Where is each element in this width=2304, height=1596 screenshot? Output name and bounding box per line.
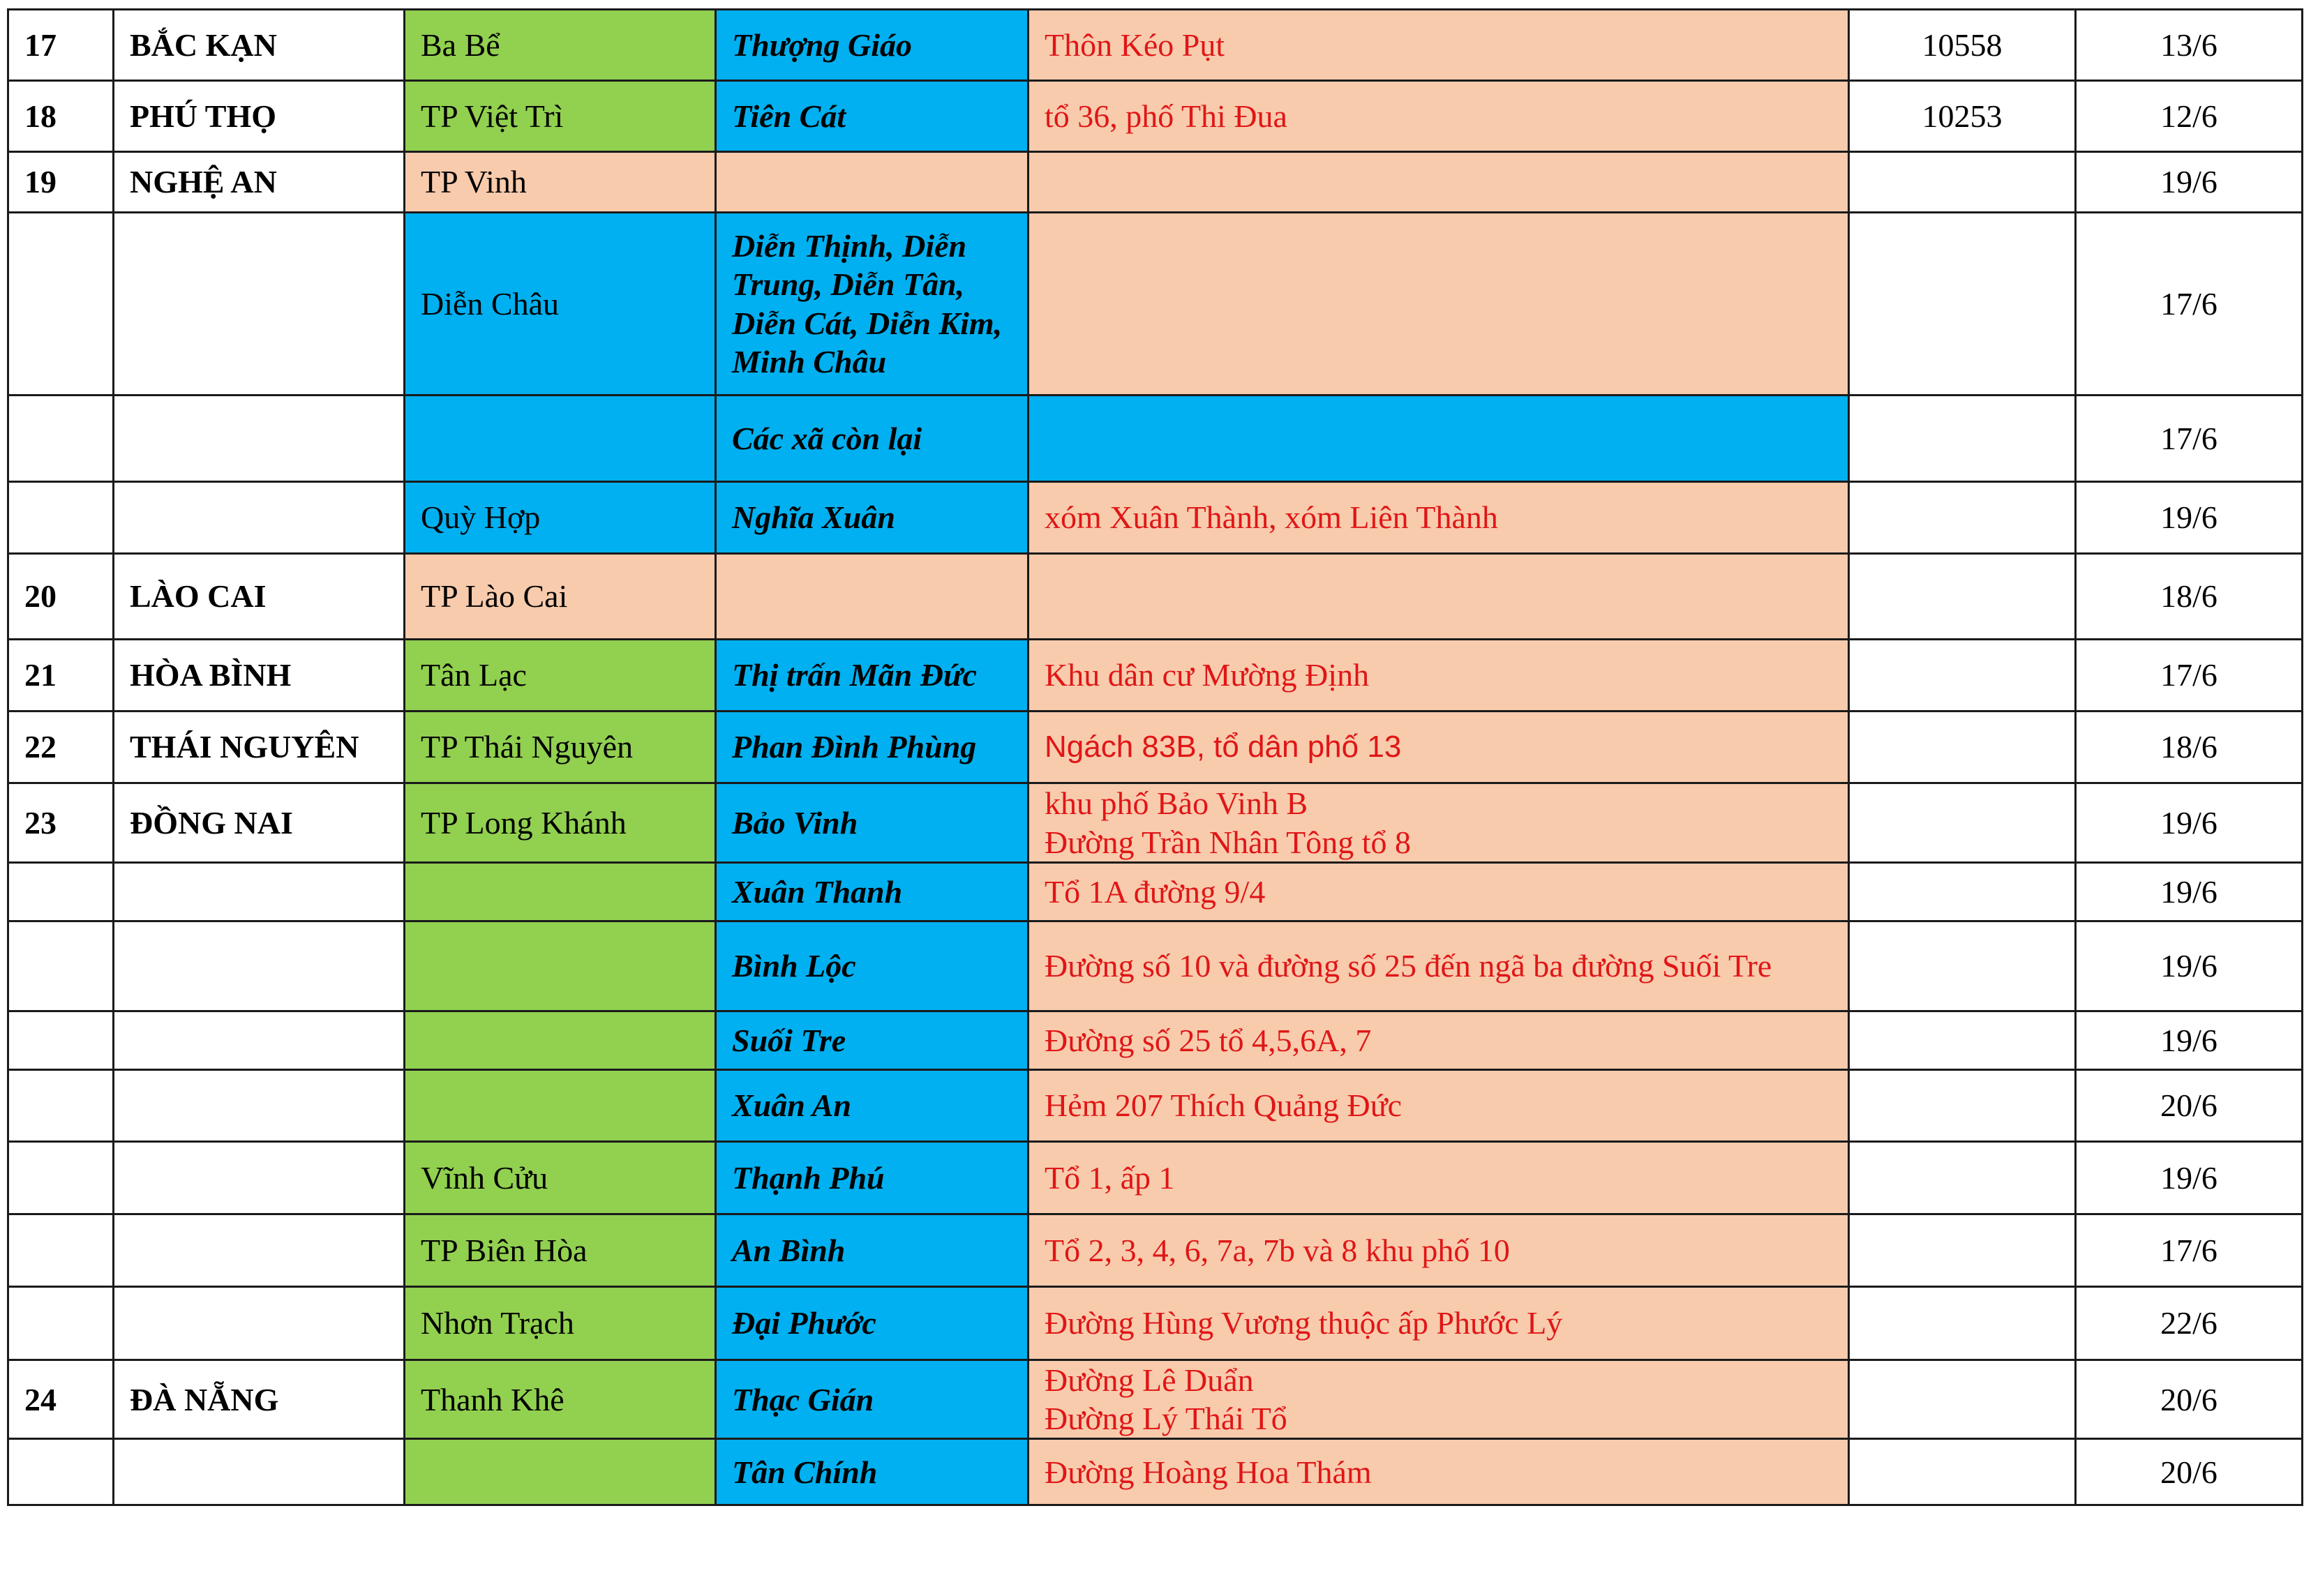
- date-cell: 17/6: [2076, 1214, 2303, 1287]
- date-cell: 19/6: [2076, 921, 2303, 1011]
- ward-cell: Diễn Thịnh, Diễn Trung, Diễn Tân, Diễn Cát, Diễn Kim, Minh Châu: [716, 213, 1028, 396]
- ward-cell: Suối Tre: [716, 1011, 1028, 1070]
- address-line: Thôn Kéo Pụt: [1045, 27, 1225, 63]
- ward-cell: An Bình: [716, 1214, 1028, 1287]
- province-cell: [114, 1287, 405, 1360]
- date-cell: 19/6: [2076, 152, 2303, 213]
- ward-cell: Tân Chính: [716, 1439, 1028, 1505]
- ward-cell: Thị trấn Mãn Đức: [716, 640, 1028, 712]
- date-cell: 22/6: [2076, 1287, 2303, 1360]
- province-cell: [114, 921, 405, 1011]
- ward-cell: [716, 152, 1028, 213]
- date-cell: 12/6: [2076, 81, 2303, 152]
- case-code-cell: [1849, 640, 2076, 712]
- province-cell: [114, 1214, 405, 1287]
- row-number-cell: 23: [8, 783, 114, 863]
- district-cell: [405, 1011, 716, 1070]
- table-row: [8, 482, 2303, 554]
- ward-cell: Xuân An: [716, 1070, 1028, 1142]
- date-cell: 19/6: [2076, 482, 2303, 554]
- ward-cell: Đại Phước: [716, 1287, 1028, 1360]
- province-cell: ĐÀ NẴNG: [114, 1360, 405, 1439]
- district-cell: Quỳ Hợp: [405, 482, 716, 554]
- date-cell: 19/6: [2076, 1142, 2303, 1214]
- table-row: [8, 1287, 2303, 1360]
- district-cell: Diễn Châu: [405, 213, 716, 396]
- case-code-cell: [1849, 482, 2076, 554]
- address-cell: [1028, 863, 1849, 921]
- address-cell: [1028, 1011, 1849, 1070]
- address-cell: [1028, 783, 1849, 863]
- province-cell: BẮC KẠN: [114, 10, 405, 81]
- row-number-cell: 21: [8, 640, 114, 712]
- province-cell: HÒA BÌNH: [114, 640, 405, 712]
- table-row: [8, 152, 2303, 213]
- table-row: [8, 1142, 2303, 1214]
- address-line: Đường Trần Nhân Tông tổ 8: [1045, 824, 1412, 860]
- district-cell: TP Vinh: [405, 152, 716, 213]
- row-number-cell: 19: [8, 152, 114, 213]
- address-cell: [1028, 396, 1849, 482]
- date-cell: 20/6: [2076, 1360, 2303, 1439]
- table-row: [8, 712, 2303, 783]
- row-number-cell: [8, 1214, 114, 1287]
- case-code-cell: [1849, 783, 2076, 863]
- case-code-cell: [1849, 921, 2076, 1011]
- table-row: [8, 921, 2303, 1011]
- table-row: [8, 213, 2303, 396]
- province-cell: [114, 213, 405, 396]
- row-number-cell: [8, 482, 114, 554]
- case-code-cell: [1849, 863, 2076, 921]
- row-number-cell: [8, 1287, 114, 1360]
- row-number-cell: [8, 1070, 114, 1142]
- address-cell: [1028, 1070, 1849, 1142]
- province-cell: [114, 1142, 405, 1214]
- province-cell: [114, 1439, 405, 1505]
- address-line: Tổ 1, ấp 1: [1045, 1159, 1175, 1196]
- address-line: tổ 36, phố Thi Đua: [1045, 98, 1287, 134]
- address-cell: [1028, 213, 1849, 396]
- province-cell: NGHỆ AN: [114, 152, 405, 213]
- ward-cell: Bình Lộc: [716, 921, 1028, 1011]
- table-row: [8, 863, 2303, 921]
- row-number-cell: [8, 1439, 114, 1505]
- province-cell: [114, 1070, 405, 1142]
- date-cell: 17/6: [2076, 640, 2303, 712]
- ward-cell: Nghĩa Xuân: [716, 482, 1028, 554]
- province-cell: ĐỒNG NAI: [114, 783, 405, 863]
- province-cell: LÀO CAI: [114, 554, 405, 640]
- ward-cell: Tiên Cát: [716, 81, 1028, 152]
- province-cell: THÁI NGUYÊN: [114, 712, 405, 783]
- outbreak-locations-table: [7, 8, 2303, 1506]
- table-row: [8, 10, 2303, 81]
- ward-cell: Thạnh Phú: [716, 1142, 1028, 1214]
- row-number-cell: [8, 213, 114, 396]
- province-cell: [114, 482, 405, 554]
- case-code-cell: [1849, 712, 2076, 783]
- ward-cell: Xuân Thanh: [716, 863, 1028, 921]
- ward-cell: [716, 554, 1028, 640]
- table-row: [8, 1360, 2303, 1439]
- address-line: Ngách 83B, tổ dân phố 13: [1045, 729, 1402, 764]
- row-number-cell: [8, 1011, 114, 1070]
- address-cell: [1028, 554, 1849, 640]
- address-line: Đường Lý Thái Tổ: [1045, 1401, 1287, 1437]
- row-number-cell: 22: [8, 712, 114, 783]
- table-row: [8, 783, 2303, 863]
- district-cell: [405, 396, 716, 482]
- address-line: Đường Lê Duẩn: [1045, 1362, 1254, 1398]
- district-cell: TP Việt Trì: [405, 81, 716, 152]
- date-cell: 19/6: [2076, 1011, 2303, 1070]
- row-number-cell: [8, 863, 114, 921]
- date-cell: 17/6: [2076, 396, 2303, 482]
- case-code-cell: [1849, 1287, 2076, 1360]
- table-row: [8, 1011, 2303, 1070]
- address-cell: [1028, 1214, 1849, 1287]
- district-cell: Thanh Khê: [405, 1360, 716, 1439]
- case-code-cell: [1849, 554, 2076, 640]
- row-number-cell: [8, 1142, 114, 1214]
- table-row: [8, 1439, 2303, 1505]
- case-code-cell: [1849, 1070, 2076, 1142]
- district-cell: [405, 1070, 716, 1142]
- address-cell: [1028, 640, 1849, 712]
- district-cell: Nhơn Trạch: [405, 1287, 716, 1360]
- case-code-cell: [1849, 213, 2076, 396]
- district-cell: [405, 1439, 716, 1505]
- table-row: [8, 554, 2303, 640]
- address-cell: [1028, 152, 1849, 213]
- district-cell: Ba Bể: [405, 10, 716, 81]
- address-cell: [1028, 1360, 1849, 1439]
- date-cell: 20/6: [2076, 1070, 2303, 1142]
- district-cell: Tân Lạc: [405, 640, 716, 712]
- date-cell: 17/6: [2076, 213, 2303, 396]
- table-row: [8, 1070, 2303, 1142]
- date-cell: 18/6: [2076, 712, 2303, 783]
- case-code-cell: [1849, 1142, 2076, 1214]
- address-line: Hẻm 207 Thích Quảng Đức: [1045, 1087, 1402, 1124]
- case-code-cell: [1849, 152, 2076, 213]
- case-code-cell: 10558: [1849, 10, 2076, 81]
- address-line: Tổ 1A đường 9/4: [1045, 873, 1266, 910]
- row-number-cell: [8, 396, 114, 482]
- ward-cell: Phan Đình Phùng: [716, 712, 1028, 783]
- address-line: xóm Xuân Thành, xóm Liên Thành: [1045, 499, 1498, 536]
- address-cell: [1028, 1439, 1849, 1505]
- province-cell: [114, 396, 405, 482]
- address-cell: [1028, 482, 1849, 554]
- address-cell: [1028, 1142, 1849, 1214]
- date-cell: 13/6: [2076, 10, 2303, 81]
- date-cell: 18/6: [2076, 554, 2303, 640]
- address-cell: [1028, 1287, 1849, 1360]
- district-cell: TP Lào Cai: [405, 554, 716, 640]
- address-cell: [1028, 921, 1849, 1011]
- ward-cell: Các xã còn lại: [716, 396, 1028, 482]
- table-row: [8, 1214, 2303, 1287]
- address-line: Đường số 25 tổ 4,5,6A, 7: [1045, 1022, 1372, 1058]
- case-code-cell: [1849, 396, 2076, 482]
- province-cell: [114, 863, 405, 921]
- table-row: [8, 396, 2303, 482]
- province-cell: PHÚ THỌ: [114, 81, 405, 152]
- date-cell: 19/6: [2076, 783, 2303, 863]
- address-line: Khu dân cư Mường Định: [1045, 657, 1370, 693]
- address-cell: [1028, 10, 1849, 81]
- ward-cell: Bảo Vinh: [716, 783, 1028, 863]
- row-number-cell: 20: [8, 554, 114, 640]
- case-code-cell: [1849, 1360, 2076, 1439]
- district-cell: [405, 921, 716, 1011]
- table-body: [8, 10, 2303, 1505]
- province-cell: [114, 1011, 405, 1070]
- ward-cell: Thượng Giáo: [716, 10, 1028, 81]
- row-number-cell: 18: [8, 81, 114, 152]
- date-cell: 20/6: [2076, 1439, 2303, 1505]
- district-cell: TP Thái Nguyên: [405, 712, 716, 783]
- address-cell: [1028, 712, 1849, 783]
- table-row: [8, 81, 2303, 152]
- address-line: khu phố Bảo Vinh B: [1045, 785, 1308, 822]
- address-line: Đường Hoàng Hoa Thám: [1045, 1454, 1372, 1490]
- table-row: [8, 640, 2303, 712]
- district-cell: TP Long Khánh: [405, 783, 716, 863]
- ward-cell: Thạc Gián: [716, 1360, 1028, 1439]
- date-cell: 19/6: [2076, 863, 2303, 921]
- address-line: Tổ 2, 3, 4, 6, 7a, 7b và 8 khu phố 10: [1045, 1232, 1510, 1268]
- case-code-cell: [1849, 1439, 2076, 1505]
- address-line: Đường số 10 và đường số 25 đến ngã ba đường Suối Tre: [1045, 948, 1772, 984]
- address-cell: [1028, 81, 1849, 152]
- case-code-cell: 10253: [1849, 81, 2076, 152]
- district-cell: [405, 863, 716, 921]
- row-number-cell: [8, 921, 114, 1011]
- row-number-cell: 24: [8, 1360, 114, 1439]
- case-code-cell: [1849, 1011, 2076, 1070]
- case-code-cell: [1849, 1214, 2076, 1287]
- address-line: Đường Hùng Vương thuộc ấp Phước Lý: [1045, 1305, 1563, 1341]
- row-number-cell: 17: [8, 10, 114, 81]
- district-cell: TP Biên Hòa: [405, 1214, 716, 1287]
- district-cell: Vĩnh Cửu: [405, 1142, 716, 1214]
